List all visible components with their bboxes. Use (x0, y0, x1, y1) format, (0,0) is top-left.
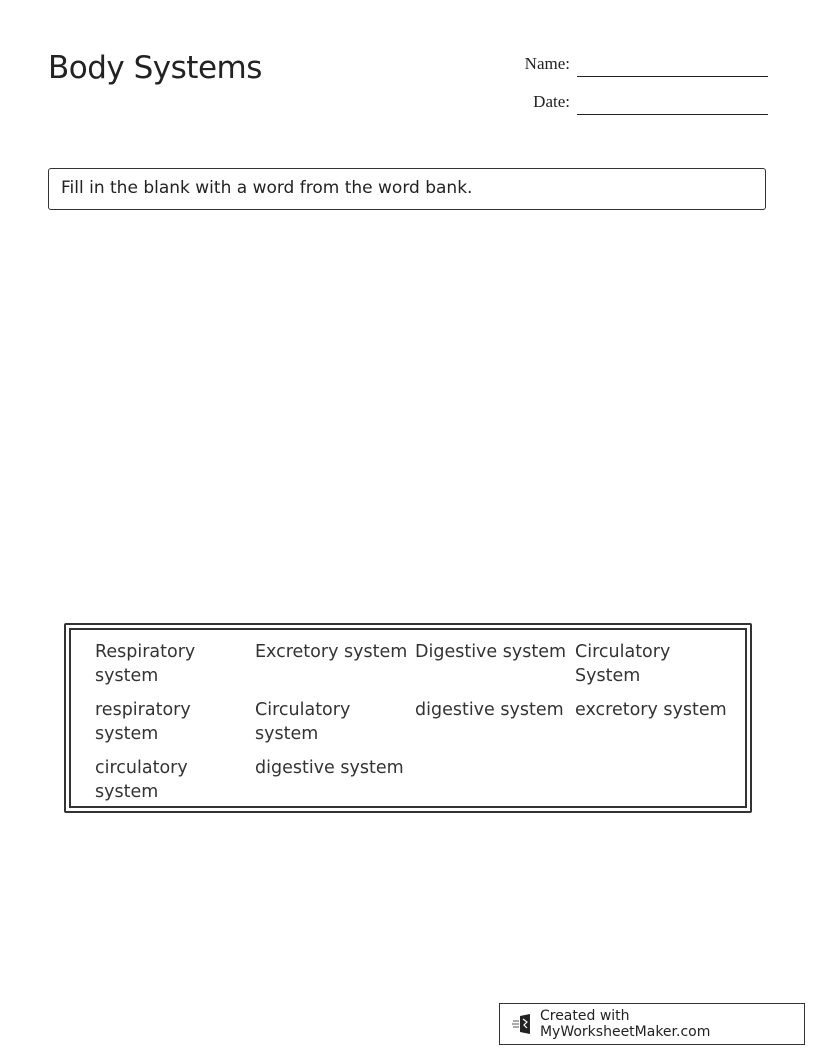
word-bank-item: Circulatory System (575, 642, 671, 686)
word-bank-item: Respiratory system (95, 642, 196, 686)
date-field[interactable] (577, 114, 768, 115)
word-bank-item: Circulatory system (255, 700, 351, 744)
word-bank-item: digestive system (415, 700, 564, 720)
name-field[interactable] (577, 76, 768, 77)
worksheet-logo-icon (512, 1013, 534, 1035)
name-label: Name: (524, 54, 570, 73)
word-bank-item: excretory system (575, 700, 727, 720)
word-bank-item: Digestive system (415, 642, 567, 662)
word-bank-item: respiratory system (95, 700, 191, 744)
date-label-wrap (470, 92, 570, 114)
name-label-wrap (470, 54, 570, 76)
word-bank (64, 623, 752, 813)
word-bank-grid (95, 640, 735, 804)
date-label: Date: (533, 92, 570, 111)
page-title: Body Systems (48, 50, 262, 86)
footer-text: Created with MyWorksheetMaker.com (539, 1008, 711, 1040)
word-bank-item: circulatory system (95, 758, 188, 802)
word-bank-item: Excretory system (255, 642, 408, 662)
word-bank-item: digestive system (255, 758, 404, 778)
instructions-box: Fill in the blank with a word from the word bank. (48, 168, 766, 210)
footer-badge[interactable] (499, 1003, 805, 1045)
